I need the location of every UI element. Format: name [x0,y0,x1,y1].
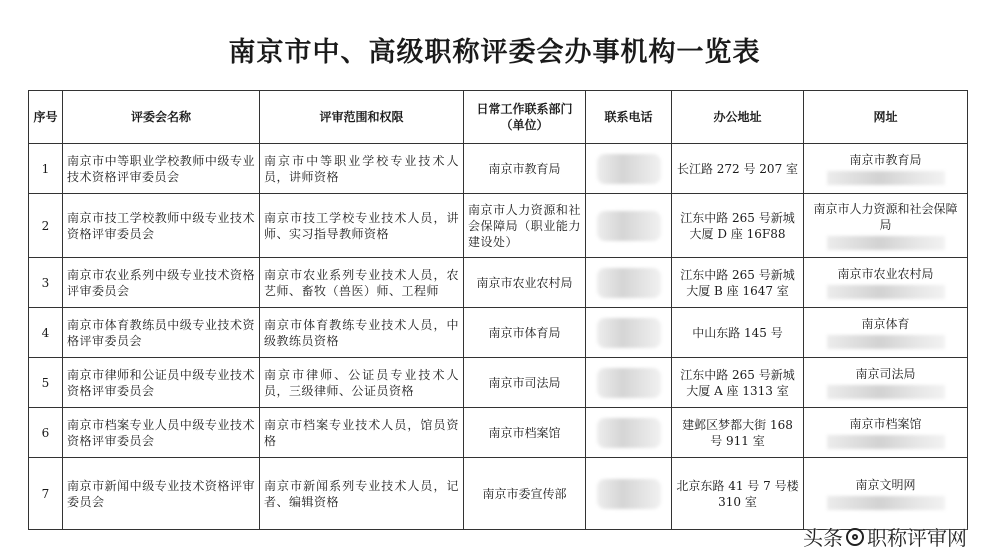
redacted-url [827,236,945,250]
redacted-phone [597,368,661,398]
website-label: 南京市档案馆 [849,417,922,431]
cell-phone [586,258,672,308]
header-committee: 评委会名称 [63,91,260,144]
committee-table [28,90,968,530]
cell-seq: 2 [29,194,63,258]
table-row [29,308,968,358]
cell-website [804,258,968,308]
watermark-prefix: 头条 [803,526,843,550]
redacted-phone [597,479,661,509]
website-label: 南京司法局 [855,367,916,381]
header-dept-line2: （单位） [500,118,549,132]
watermark [803,522,967,551]
cell-committee: 南京市中等职业学校教师中级专业技术资格评审委员会 [63,144,260,194]
table-row [29,194,968,258]
redacted-url [827,435,945,449]
website-label: 南京市人力资源和社会保障局 [813,202,958,232]
table-header-row [29,91,968,144]
cell-dept: 南京市人力资源和社会保障局（职业能力建设处） [464,194,586,258]
cell-website [804,194,968,258]
cell-scope: 南京市律师、公证员专业技术人员，三级律师、公证员资格 [260,358,464,408]
cell-phone [586,408,672,458]
cell-dept: 南京市农业农村局 [464,258,586,308]
redacted-url [827,385,945,399]
page-title: 南京市中、高级职称评委会办事机构一览表 [228,37,761,68]
website-label: 南京文明网 [855,478,916,492]
table-row [29,144,968,194]
cell-address: 长江路 272 号 207 室 [672,144,804,194]
cell-dept: 南京市教育局 [464,144,586,194]
cell-seq: 5 [29,358,63,408]
cell-phone [586,458,672,530]
cell-scope: 南京市档案专业技术人员，馆员资格 [260,408,464,458]
cell-website [804,458,968,530]
cell-committee: 南京市律师和公证员中级专业技术资格评审委员会 [63,358,260,408]
cell-scope: 南京市农业系列专业技术人员，农艺师、畜牧（兽医）师、工程师 [260,258,464,308]
cell-dept: 南京市档案馆 [464,408,586,458]
redacted-url [827,285,945,299]
cell-seq: 7 [29,458,63,530]
table-row [29,258,968,308]
cell-scope: 南京市中等职业学校专业技术人员，讲师资格 [260,144,464,194]
redacted-url [827,335,945,349]
cell-website [804,144,968,194]
cell-address: 建邺区梦都大街 168 号 911 室 [672,408,804,458]
cell-address: 中山东路 145 号 [672,308,804,358]
website-label: 南京市教育局 [849,153,922,167]
website-label: 南京体育 [861,317,910,331]
table-row [29,458,968,530]
header-address: 办公地址 [672,91,804,144]
redacted-phone [597,268,661,298]
header-dept [464,91,586,144]
redacted-url [827,171,945,185]
cell-website [804,408,968,458]
website-label: 南京市农业农村局 [837,267,934,281]
cell-phone [586,194,672,258]
cell-address: 江东中路 265 号新城大厦 B 座 1647 室 [672,258,804,308]
cell-seq: 1 [29,144,63,194]
cell-seq: 4 [29,308,63,358]
cell-phone [586,358,672,408]
redacted-phone [597,418,661,448]
redacted-url [827,496,945,510]
cell-committee: 南京市农业系列中级专业技术资格评审委员会 [63,258,260,308]
cell-dept: 南京市体育局 [464,308,586,358]
redacted-phone [597,318,661,348]
header-website: 网址 [804,91,968,144]
cell-seq: 3 [29,258,63,308]
cell-committee: 南京市档案专业人员中级专业技术资格评审委员会 [63,408,260,458]
cell-scope: 南京市技工学校专业技术人员，讲师、实习指导教师资格 [260,194,464,258]
cell-dept: 南京市司法局 [464,358,586,408]
header-phone: 联系电话 [586,91,672,144]
cell-dept: 南京市委宣传部 [464,458,586,530]
cell-address: 江东中路 265 号新城大厦 D 座 16F88 [672,194,804,258]
cell-scope: 南京市新闻系列专业技术人员，记者、编辑资格 [260,458,464,530]
cell-address: 江东中路 265 号新城大厦 A 座 1313 室 [672,358,804,408]
table-row [29,358,968,408]
redacted-phone [597,154,661,184]
redacted-phone [597,211,661,241]
at-icon [846,528,864,546]
header-dept-line1: 日常工作联系部门 [476,102,573,116]
cell-committee: 南京市体育教练员中级专业技术资格评审委员会 [63,308,260,358]
cell-address: 北京东路 41 号 7 号楼 310 室 [672,458,804,530]
watermark-name: 职称评审网 [867,526,967,550]
cell-website [804,308,968,358]
table-row [29,408,968,458]
cell-committee: 南京市新闻中级专业技术资格评审委员会 [63,458,260,530]
cell-phone [586,308,672,358]
cell-committee: 南京市技工学校教师中级专业技术资格评审委员会 [63,194,260,258]
cell-seq: 6 [29,408,63,458]
cell-phone [586,144,672,194]
header-seq: 序号 [29,91,63,144]
header-scope: 评审范围和权限 [260,91,464,144]
cell-scope: 南京市体育教练专业技术人员，中级教练员资格 [260,308,464,358]
cell-website [804,358,968,408]
